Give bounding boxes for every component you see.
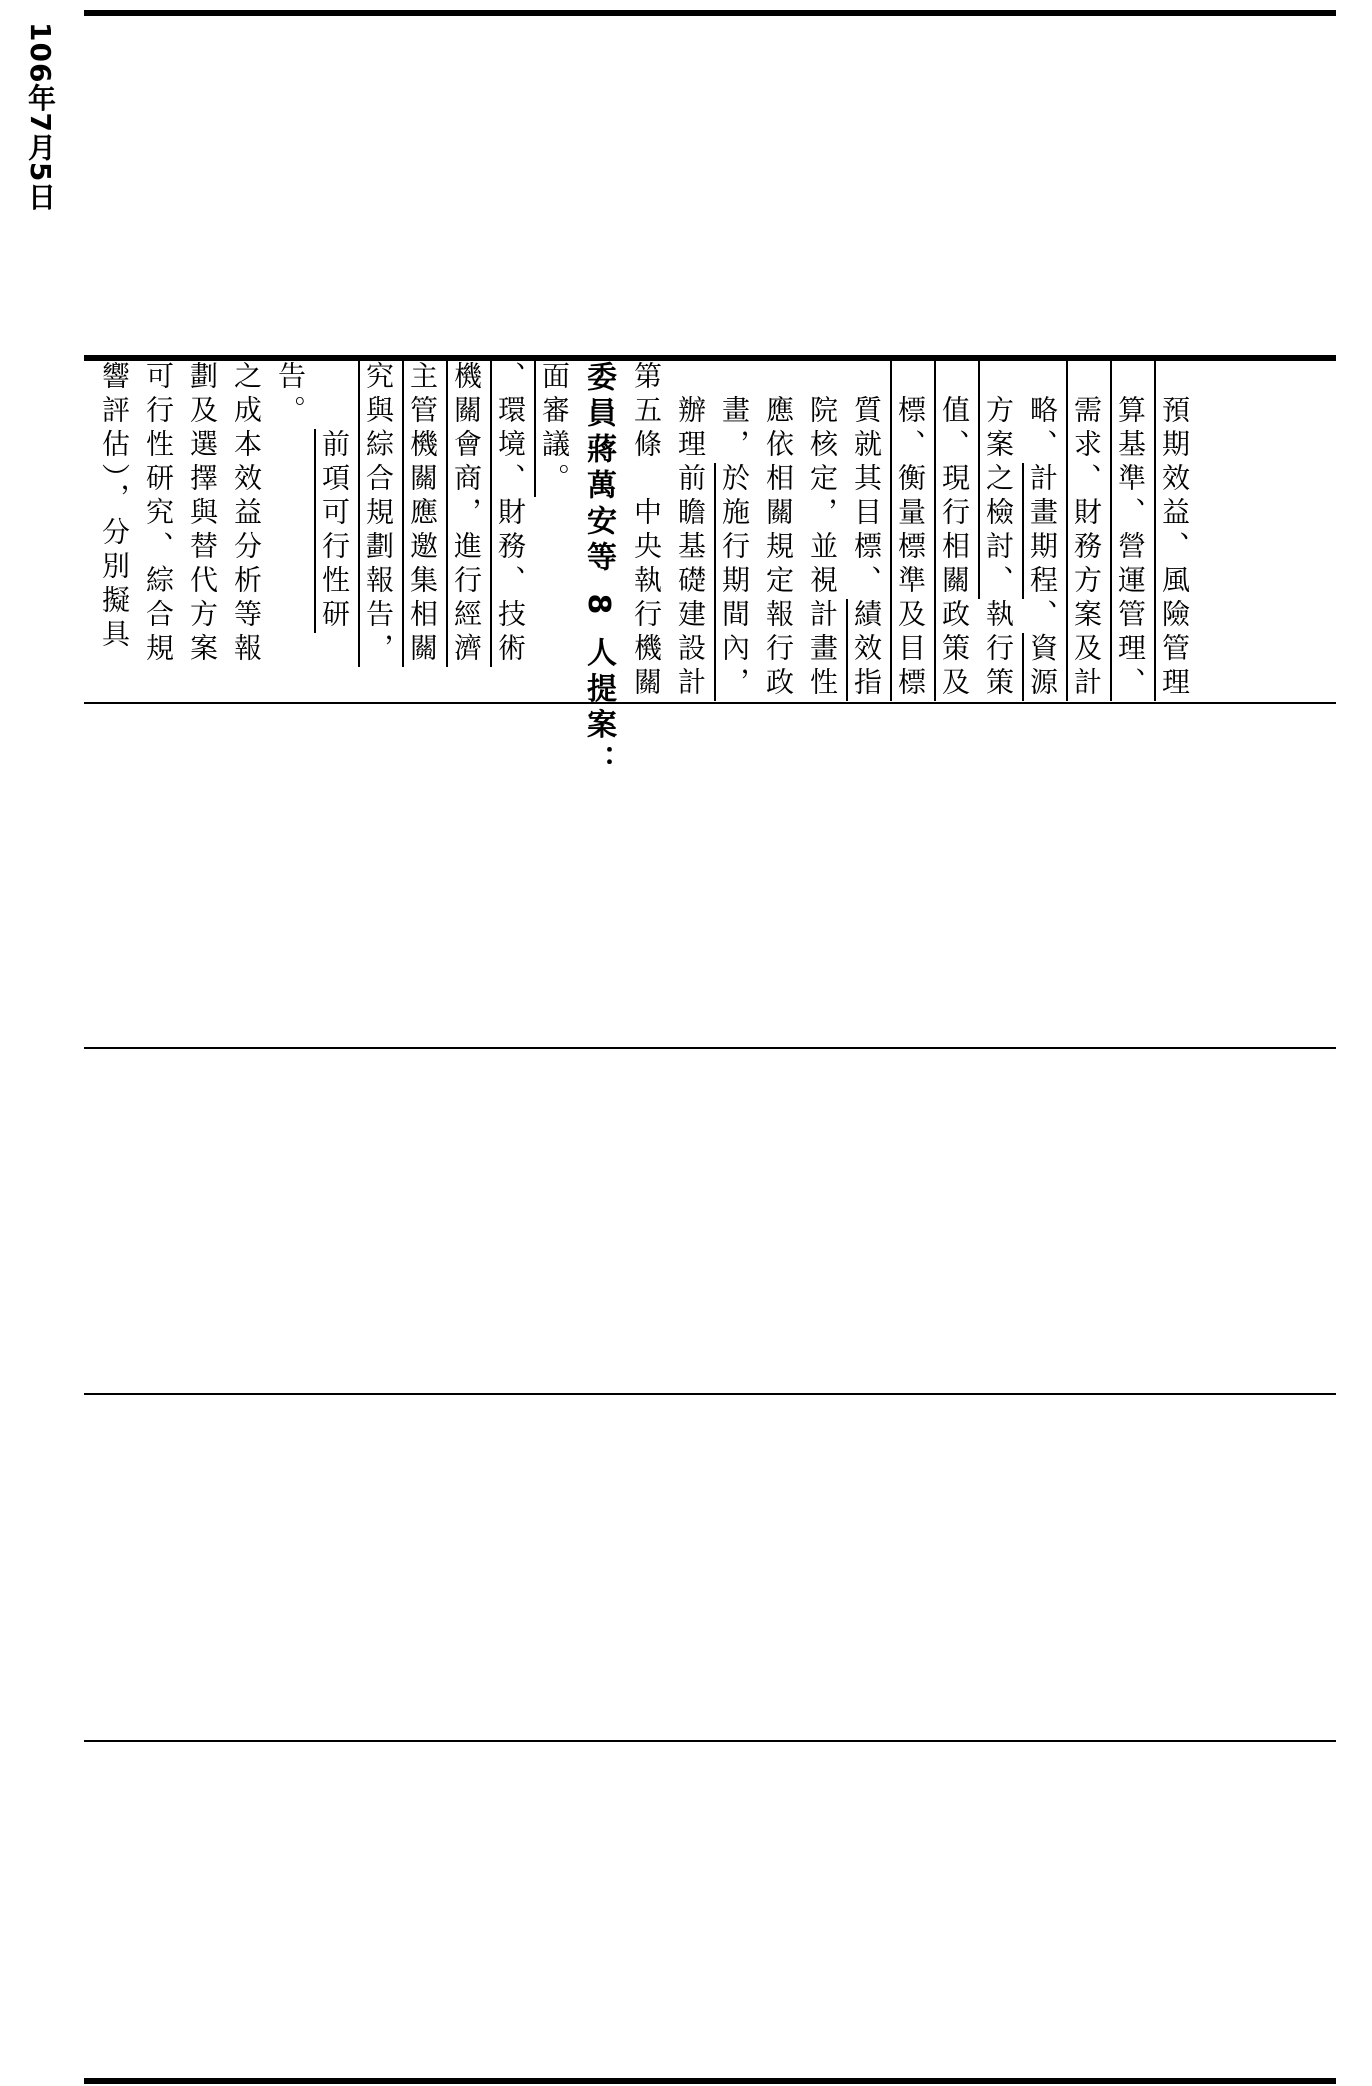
text-segment: 可行性研究、綜合規 [142, 361, 175, 667]
text-line [92, 361, 136, 653]
underlined-text: 計畫期程 [1026, 463, 1059, 599]
text-segment: 畫， [718, 361, 751, 463]
text-segment: 之成本效益分析等報 [230, 361, 263, 667]
article-line [844, 361, 888, 701]
underlined-text: 前項可行性研 [318, 429, 351, 633]
article-line [668, 361, 712, 701]
text-segment [318, 361, 351, 429]
text-segment: 響評估），分別擬具 [98, 361, 131, 653]
table-cell-empty [84, 1742, 1336, 2078]
text-segment: 應依相關規定報行政 [762, 361, 795, 701]
underlined-text: 標、衡量標準及目標 [894, 361, 927, 701]
document-date-header: 106年7月5日 [24, 22, 57, 212]
table-cell-text [84, 361, 1336, 781]
text-line [356, 361, 400, 667]
article-line [1152, 361, 1196, 701]
underlined-text: 方案之檢討、 [982, 361, 1015, 599]
table-cell-empty [84, 1049, 1336, 1393]
document-table [84, 10, 1336, 2086]
text-line [532, 361, 576, 497]
text-line [444, 361, 488, 667]
underlined-text: 需求、財務方案及計 [1070, 361, 1103, 701]
underlined-text: 績效指 [850, 599, 883, 701]
text-line [180, 361, 224, 667]
table-cell-empty [84, 16, 1336, 355]
article-line [888, 361, 932, 701]
table-bottom-border [84, 2078, 1336, 2084]
text-line [224, 361, 268, 667]
article-line [756, 361, 800, 701]
table-cell-empty [84, 1395, 1336, 1740]
table-cell-empty [84, 704, 1336, 1047]
underlined-text: 究與綜合規劃報告， [362, 361, 395, 667]
text-segment: 院核定，並視計畫性 [806, 361, 839, 701]
article-line [800, 361, 844, 701]
text-segment: 、 [1026, 599, 1059, 633]
underlined-text: 面審議。 [538, 361, 571, 497]
underlined-text: 於施行期間內， [718, 463, 751, 701]
article-line [932, 361, 976, 701]
text-segment: 辦理前瞻基礎建設計 [674, 361, 707, 701]
underlined-text: 值、現行相關政策及 [938, 361, 971, 701]
text-segment: 略、 [1026, 361, 1059, 463]
article-line [712, 361, 756, 701]
article-line [624, 361, 668, 701]
underlined-text: 算基準、營運管理、 [1114, 361, 1147, 701]
article-line [1064, 361, 1108, 701]
article-line [976, 361, 1020, 701]
text-segment: 告。 [274, 361, 307, 429]
proposal-heading: 委員蔣萬安等 8 人提案： [581, 361, 616, 781]
text-segment: 第五條 中央執行機關 [630, 361, 663, 701]
text-segment: 劃及選擇與替代方案 [186, 361, 219, 667]
underlined-text: 、環境、財務、技術 [494, 361, 527, 667]
text-line [400, 361, 444, 667]
text-line [268, 361, 312, 429]
text-line [488, 361, 532, 667]
underlined-text: 預期效益、風險管理 [1158, 361, 1191, 701]
text-segment: 執行策 [982, 599, 1015, 701]
article-line [1108, 361, 1152, 701]
text-segment: 質就其目標、 [850, 361, 883, 599]
underlined-text: 主管機關應邀集相關 [406, 361, 439, 667]
text-line [312, 361, 356, 633]
article-line [1020, 361, 1064, 701]
underlined-text: 資源 [1026, 633, 1059, 701]
underlined-text: 機關會商，進行經濟 [450, 361, 483, 667]
text-line [136, 361, 180, 667]
